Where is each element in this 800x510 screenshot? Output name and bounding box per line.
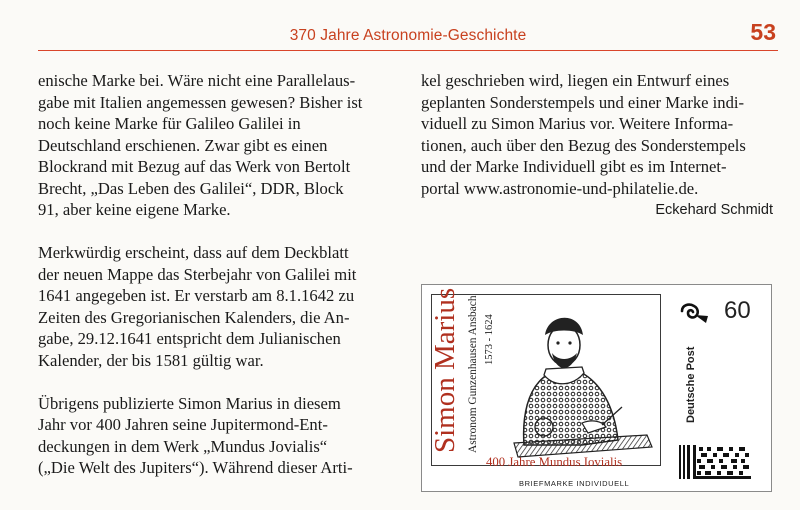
text-line: viduell zu Simon Marius vor. Weitere Informa- — [421, 114, 734, 133]
page-number: 53 — [750, 19, 776, 45]
text-line: gabe, 29.12.1641 entspricht dem Julianischen — [38, 329, 341, 348]
stamp-label: BRIEFMARKE INDIVIDUELL — [519, 479, 630, 488]
text-line: 91, aber keine eigene Marke. — [38, 200, 231, 219]
text-line: enische Marke bei. Wäre nicht eine Parallelaus- — [38, 71, 356, 90]
paragraph — [38, 242, 383, 371]
page-header — [38, 18, 778, 51]
right-column — [421, 70, 773, 222]
paragraph — [421, 70, 773, 199]
stamp-value: 60 — [724, 297, 751, 324]
text-line: deckungen in dem Werk „Mundus Jovialis“ — [38, 436, 328, 456]
postage-stamp — [421, 284, 772, 492]
text-line: noch keine Marke für Galileo Galilei in — [38, 114, 301, 133]
text-line: („Die Welt des Jupiters“). Während dieser Arti- — [38, 458, 353, 477]
stamp-anniversary: 400 Jahre Mundus Iovialis — [486, 455, 623, 469]
text-line: Brecht, „Das Leben des Galilei“, DDR, Block — [38, 178, 344, 198]
text-line: Merkwürdig erscheint, dass auf dem Deckblatt — [38, 243, 349, 262]
text-line: Übrigens publizierte Simon Marius in diesem — [38, 393, 341, 413]
text-line: Jahr vor 400 Jahren seine Jupitermond-Ent- — [38, 415, 328, 434]
author-name: Eckehard Schmidt — [655, 202, 773, 218]
stamp-name: Simon Marius — [429, 287, 461, 453]
text-line: 1641 angegeben ist. Er verstarb am 8.1.1642 zu — [38, 286, 355, 305]
stamp-role: Astronom Gunzenhausen Ansbach — [467, 295, 479, 453]
text-line: Deutschland erschienen. Zwar gibt es einen — [38, 135, 328, 155]
stamp-brand: Deutsche Post — [685, 346, 697, 423]
datamatrix-code — [679, 445, 751, 479]
text-line: gabe mit Italien angemessen gewesen? Bisher ist — [38, 92, 363, 112]
text-line: tionen, auch über den Bezug des Sonderstempels — [421, 135, 746, 155]
text-line: und der Marke Individuell gibt es im Internet- — [421, 157, 727, 176]
paragraph — [38, 70, 383, 221]
stamp-years: 1573 - 1624 — [484, 314, 495, 365]
text-line: geplanten Sonderstempels und einer Marke indi- — [421, 92, 745, 112]
text-line: Blockrand mit Bezug auf das Werk von Bertolt — [38, 157, 351, 176]
paragraph — [38, 393, 383, 479]
left-column — [38, 70, 383, 500]
running-title: 370 Jahre Astronomie-Geschichte — [289, 27, 527, 44]
text-line: portal www.astronomie-und-philatelie.de. — [421, 178, 699, 198]
text-line: Kalender, der bis 1581 gültig war. — [38, 350, 264, 370]
text-line: der neuen Mappe das Sterbejahr von Galilei mit — [38, 264, 357, 284]
text-line: Zeiten des Gregorianischen Kalenders, die An- — [38, 307, 350, 327]
text-line: kel geschrieben wird, liegen ein Entwurf eines — [421, 71, 730, 90]
